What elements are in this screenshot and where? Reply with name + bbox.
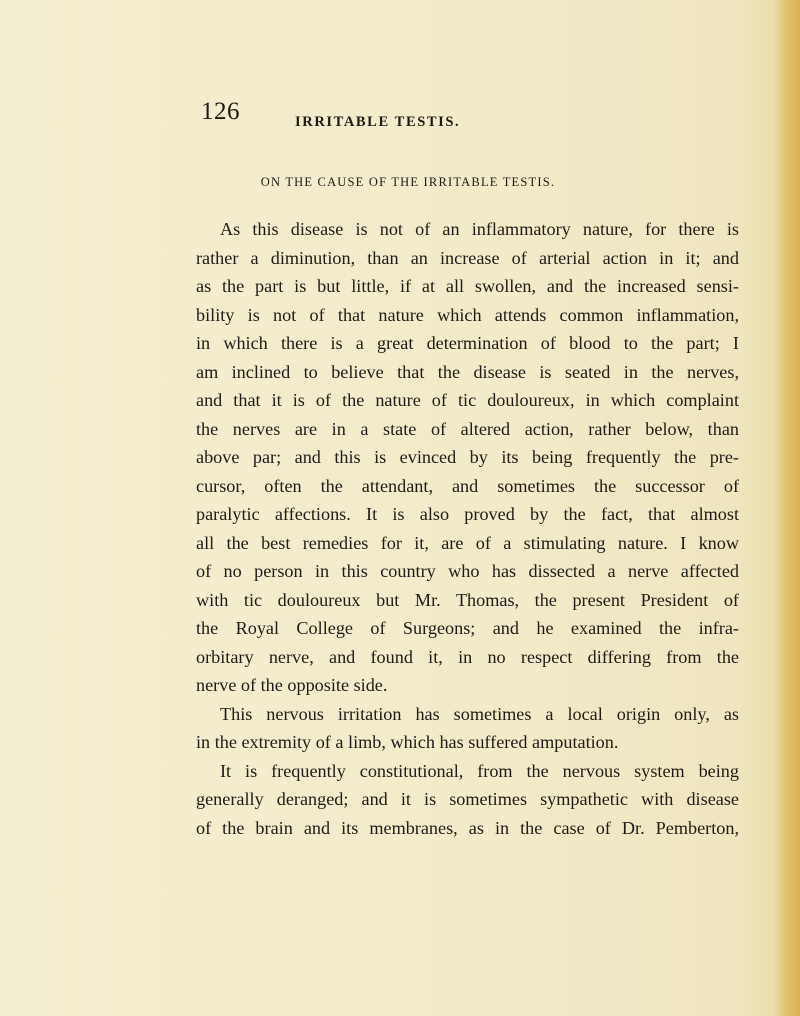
- section-heading: ON THE CAUSE OF THE IRRITABLE TESTIS.: [260, 175, 556, 189]
- text-line: As this disease is not of an inflammatory nature, for there is: [220, 219, 739, 239]
- text-line: as the part is but little, if at all swollen, and the increased sensi-: [196, 276, 739, 296]
- text-line: orbitary nerve, and found it, in no respect differing from the: [196, 646, 739, 667]
- text-line: the Royal College of Surgeons; and he examined the infra-: [196, 618, 739, 638]
- text-line: rather a diminution, than an increase of arterial action in it; and: [196, 247, 739, 268]
- text-line: of the brain and its membranes, as in the case of Dr. Pemberton,: [196, 817, 739, 838]
- text-line: in the extremity of a limb, which has suffered amputation.: [196, 732, 619, 752]
- text-line: nerve of the opposite side.: [196, 675, 388, 695]
- text-line: It is frequently constitutional, from the nervous system being: [220, 760, 739, 781]
- body-text: [196, 215, 739, 842]
- text-line: above par; and this is evinced by its being frequently the pre-: [196, 447, 739, 467]
- text-line: paralytic affections. It is also proved by the fact, that almost: [196, 504, 739, 524]
- text-line: the nerves are in a state of altered action, rather below, than: [196, 418, 739, 439]
- text-line: and that it is of the nature of tic douloureux, in which complaint: [196, 390, 739, 410]
- text-line: am inclined to believe that the disease is seated in the nerves,: [196, 361, 739, 382]
- text-line: all the best remedies for it, are of a stimulating nature. I know: [196, 532, 739, 553]
- text-line: in which there is a great determination of blood to the part; I: [196, 333, 739, 353]
- running-head: IRRITABLE TESTIS.: [295, 114, 461, 130]
- text-line: This nervous irritation has sometimes a local origin only, as: [220, 703, 739, 724]
- page-number: 126: [201, 98, 240, 125]
- text-line: with tic douloureux but Mr. Thomas, the present President of: [196, 589, 739, 610]
- text-line: cursor, often the attendant, and sometimes the successor of: [196, 475, 739, 496]
- page-edge: [774, 0, 800, 1016]
- text-line: bility is not of that nature which attends common inflammation,: [196, 304, 739, 325]
- text-line: of no person in this country who has dissected a nerve affected: [196, 561, 739, 581]
- text-line: generally deranged; and it is sometimes sympathetic with disease: [196, 789, 739, 809]
